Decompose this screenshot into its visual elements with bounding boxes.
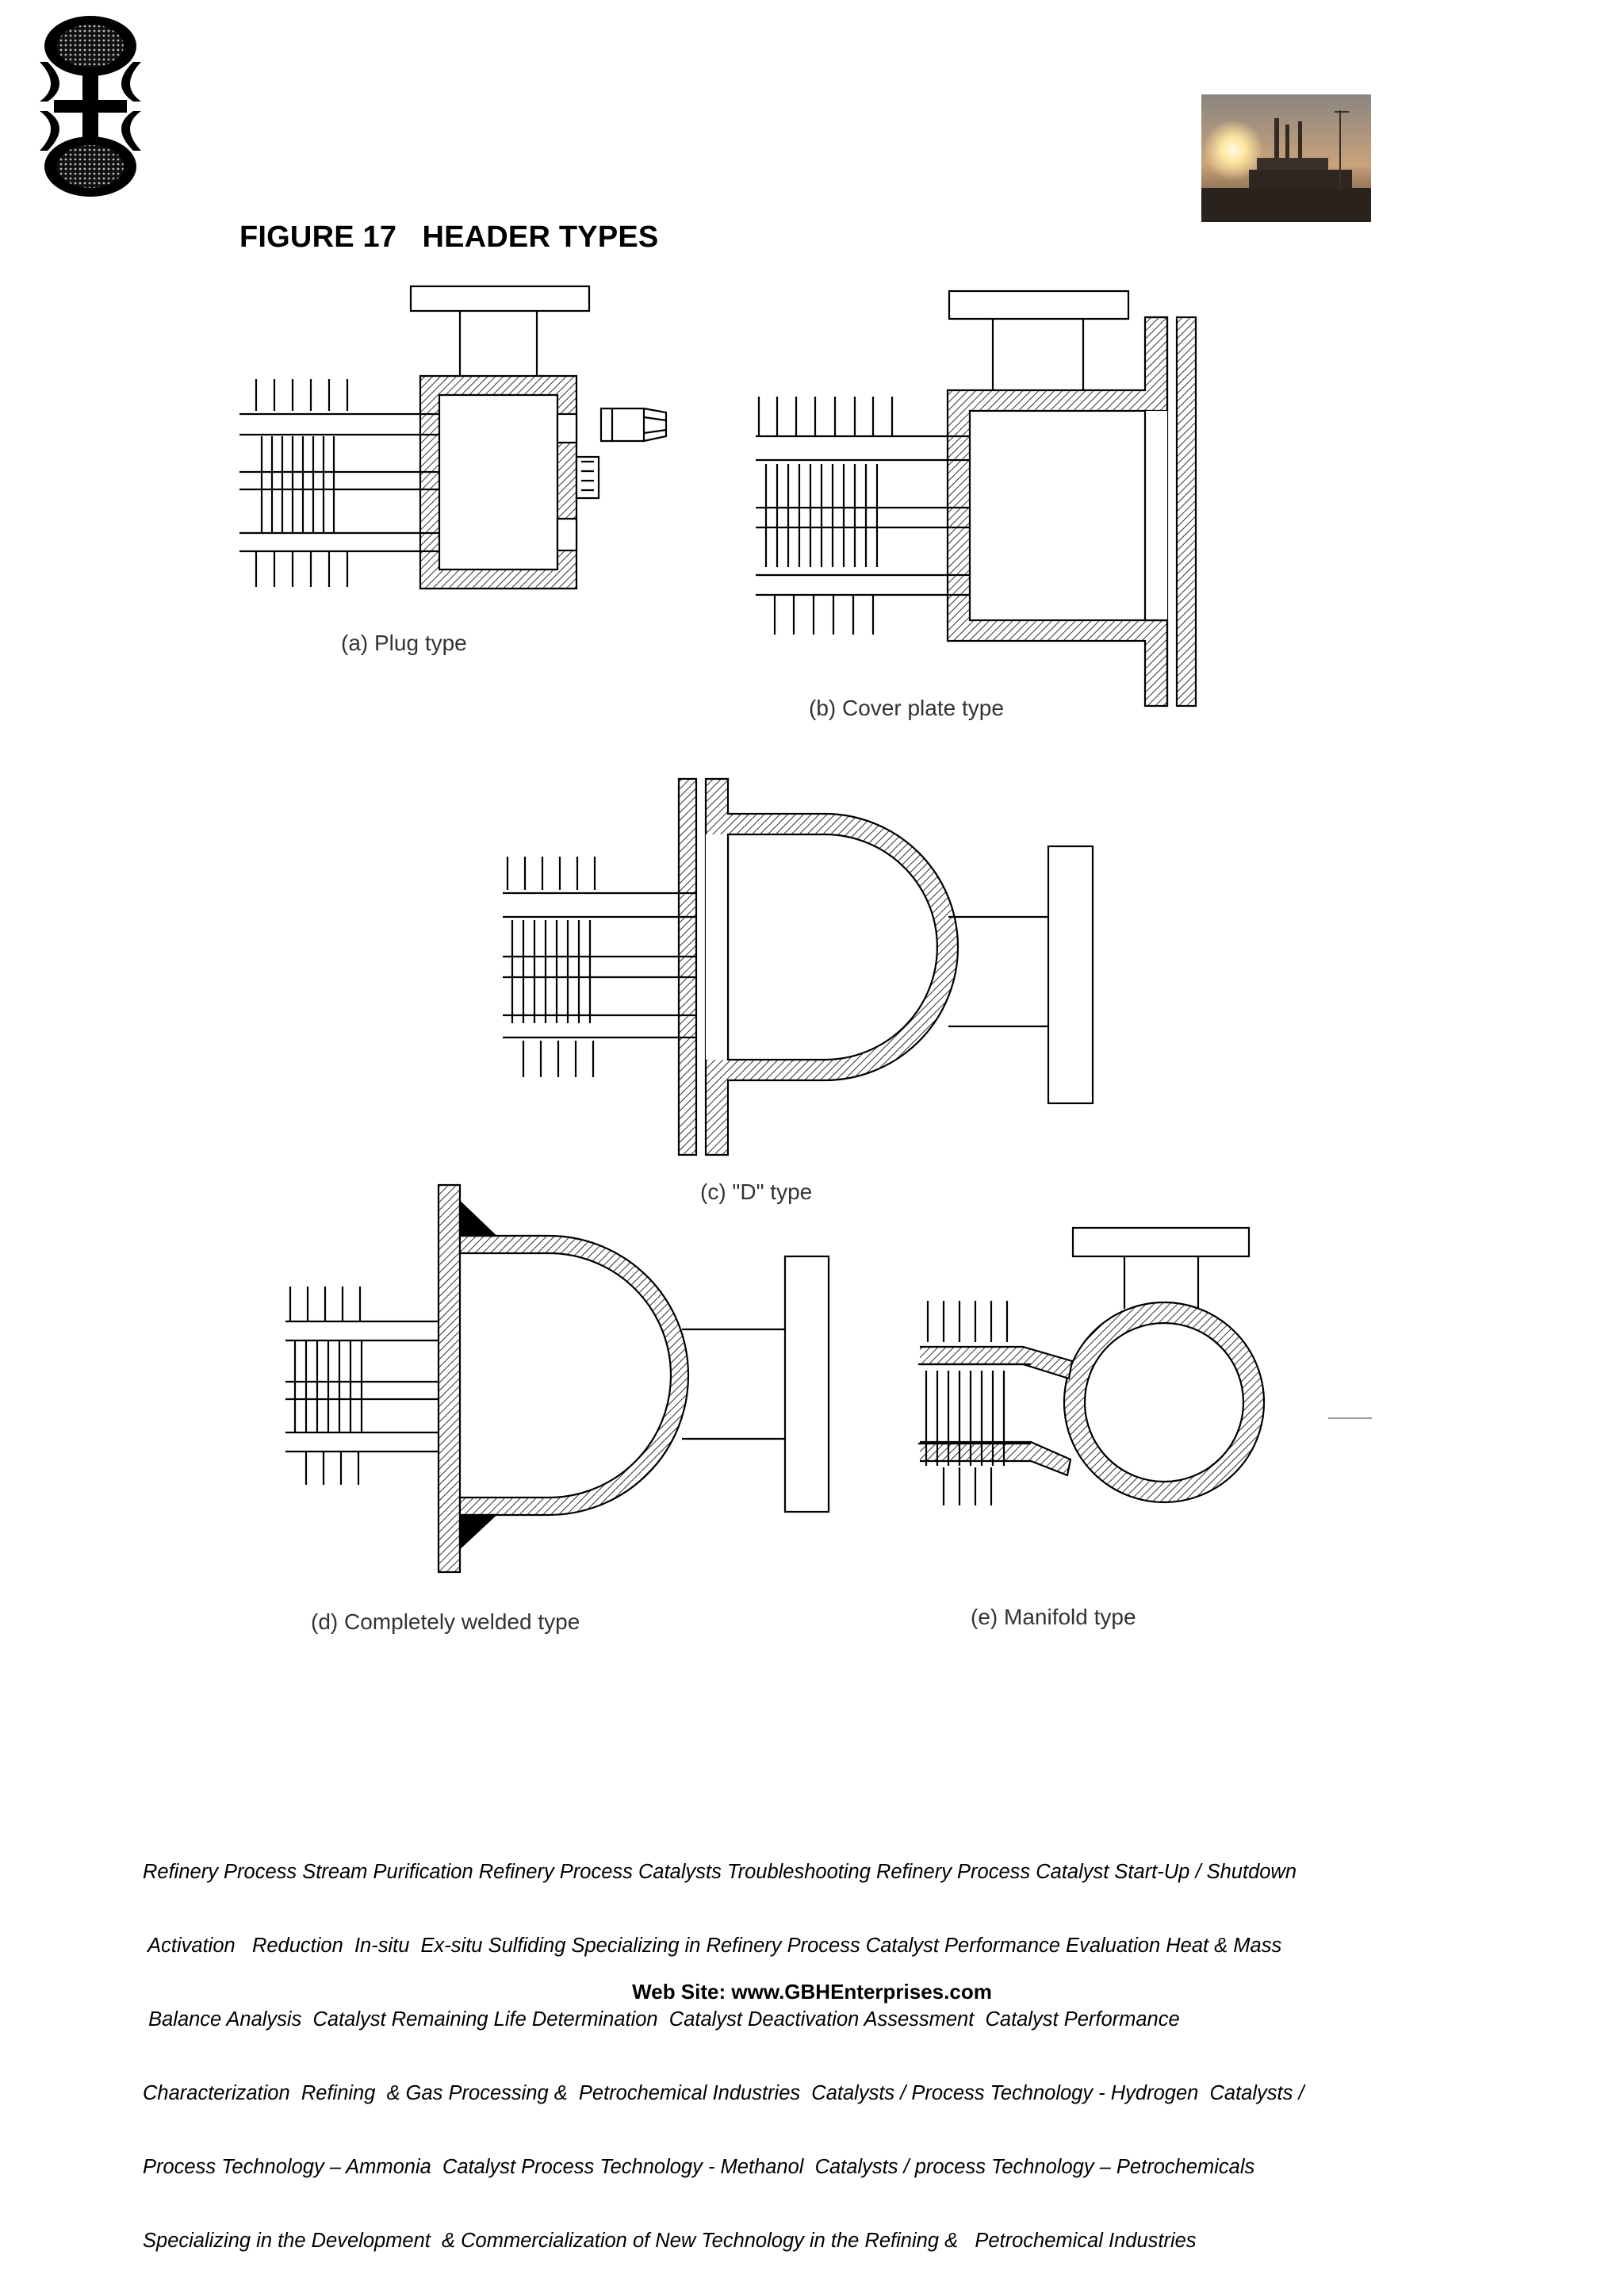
footer-line: Refinery Process Stream Purification Refinery Process Catalysts Troubleshooting Refinery Process Catalyst Start-Up / Shutdown [143, 1861, 1297, 1883]
plug-type-drawing [239, 286, 666, 589]
footer-line: Process Technology – Ammonia Catalyst Process Technology - Methanol Catalysts / process Technology – Petrochemicals [143, 2156, 1255, 2178]
d-type-drawing [503, 779, 1093, 1155]
footer-line: Specializing in the Development & Commercialization of New Technology in the Refining & Petrochemical Industries [143, 2230, 1197, 2252]
caption-manifold-type: (e) Manifold type [971, 1605, 1136, 1629]
footer-line: Activation Reduction In-situ Ex-situ Sulfiding Specializing in Refinery Process Catalyst Performance Evaluation Heat & Mass [143, 1935, 1282, 1957]
cover-plate-type-drawing [756, 291, 1196, 706]
caption-completely-welded-type: (d) Completely welded type [311, 1609, 580, 1634]
caption-d-type: (c) "D" type [700, 1179, 813, 1204]
manifold-type-drawing [918, 1228, 1264, 1505]
footer-services-text [143, 1811, 1380, 2278]
website-link[interactable]: Web Site: www.GBHEnterprises.com [632, 1980, 992, 2004]
footer-line: Balance Analysis Catalyst Remaining Life Determination Catalyst Deactivation Assessment Catalyst Performance [143, 2008, 1180, 2031]
figure-title: FIGURE 17 HEADER TYPES [239, 221, 659, 254]
caption-cover-plate-type: (b) Cover plate type [809, 696, 1004, 720]
footer-line: Characterization Refining & Gas Processing & Petrochemical Industries Catalysts / Process Technology - Hydrogen Catalysts / [143, 2082, 1304, 2104]
completely-welded-type-drawing [285, 1185, 829, 1572]
caption-plug-type: (a) Plug type [341, 631, 467, 655]
